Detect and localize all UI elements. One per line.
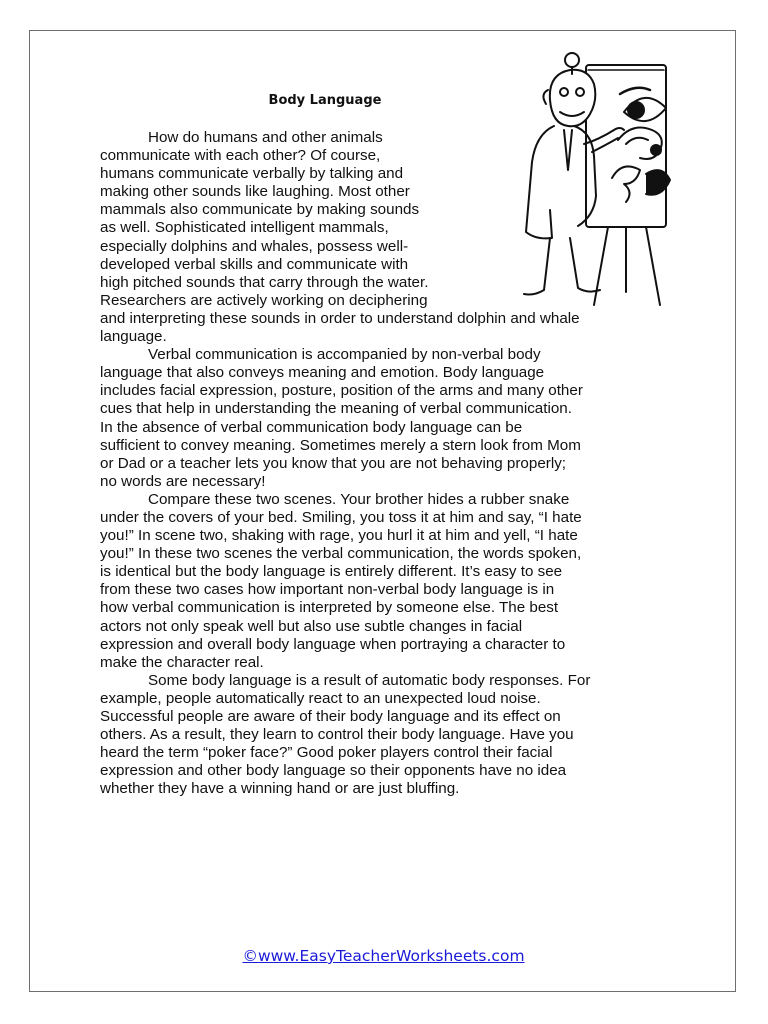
text-line: How do humans and other animals <box>148 129 383 146</box>
text-line: example, people automatically react to an unexpected loud noise. <box>100 689 541 707</box>
text-line: others. As a result, they learn to control their body language. Have you <box>100 726 574 744</box>
article-body <box>100 129 680 798</box>
text-line: under the covers of your bed. Smiling, you toss it at him and say, “I hate <box>100 508 582 526</box>
text-line: expression and other body language so their opponents have no idea <box>100 762 567 780</box>
text-line: expression and overall body language when portraying a character to <box>100 635 566 653</box>
text-line: communicate with each other? Of course, <box>100 147 381 165</box>
worksheet-page <box>29 30 736 992</box>
text-line: how verbal communication is interpreted by someone else. The best <box>100 599 559 617</box>
text-line: language that also conveys meaning and emotion. Body language <box>100 364 545 382</box>
text-line: developed verbal skills and communicate with <box>100 255 409 273</box>
text-line: cues that help in understanding the meaning of verbal communication. <box>100 400 572 418</box>
text-line: whether they have a winning hand or are just bluffing. <box>100 780 460 798</box>
text-line: actors not only speak well but also use subtle changes in facial <box>100 617 523 635</box>
text-line: making other sounds like laughing. Most other <box>100 183 410 201</box>
text-line: and interpreting these sounds in order to understand dolphin and whale <box>100 309 580 327</box>
text-line: In the absence of verbal communication body language can be <box>100 418 523 436</box>
copyright-website-link[interactable]: ©www.EasyTeacherWorksheets.com <box>242 947 525 965</box>
paragraph-1 <box>100 129 680 346</box>
text-line: is identical but the body language is entirely different. It’s easy to see <box>100 563 563 581</box>
text-line: humans communicate verbally by talking and <box>100 165 404 183</box>
text-line: no words are necessary! <box>100 472 266 490</box>
text-line: Compare these two scenes. Your brother hides a rubber snake <box>148 490 570 508</box>
worksheet-title: Body Language <box>268 93 382 108</box>
text-line: high pitched sounds that carry through the water. <box>100 273 429 291</box>
text-line: you!” In these two scenes the verbal communication, the words spoken, <box>100 545 582 563</box>
text-line: heard the term “poker face?” Good poker players control their facial <box>100 744 553 762</box>
text-line: or Dad or a teacher lets you know that you are not behaving properly; <box>100 454 567 472</box>
paragraph-2 <box>100 346 680 491</box>
footer <box>30 947 737 965</box>
text-line: Verbal communication is accompanied by non-verbal body <box>148 346 541 364</box>
text-line: from these two cases how important non-verbal body language is in <box>100 581 555 599</box>
text-line: Researchers are actively working on deciphering <box>100 291 428 309</box>
paragraph-4 <box>100 672 680 799</box>
paragraph-3 <box>100 491 680 672</box>
text-line: Some body language is a result of automatic body responses. For <box>148 671 591 689</box>
text-line: includes facial expression, posture, position of the arms and many other <box>100 382 583 400</box>
text-line: as well. Sophisticated intelligent mammals, <box>100 219 389 237</box>
text-line: language. <box>100 328 167 346</box>
text-line: Successful people are aware of their body language and its effect on <box>100 708 561 725</box>
text-line: mammals also communicate by making sounds <box>100 201 420 219</box>
text-line: you!” In scene two, shaking with rage, you hurl it at him and yell, “I hate <box>100 527 578 545</box>
text-line: make the character real. <box>100 653 264 671</box>
text-line: especially dolphins and whales, possess well- <box>100 237 409 255</box>
text-line: sufficient to convey meaning. Sometimes merely a stern look from Mom <box>100 436 581 454</box>
